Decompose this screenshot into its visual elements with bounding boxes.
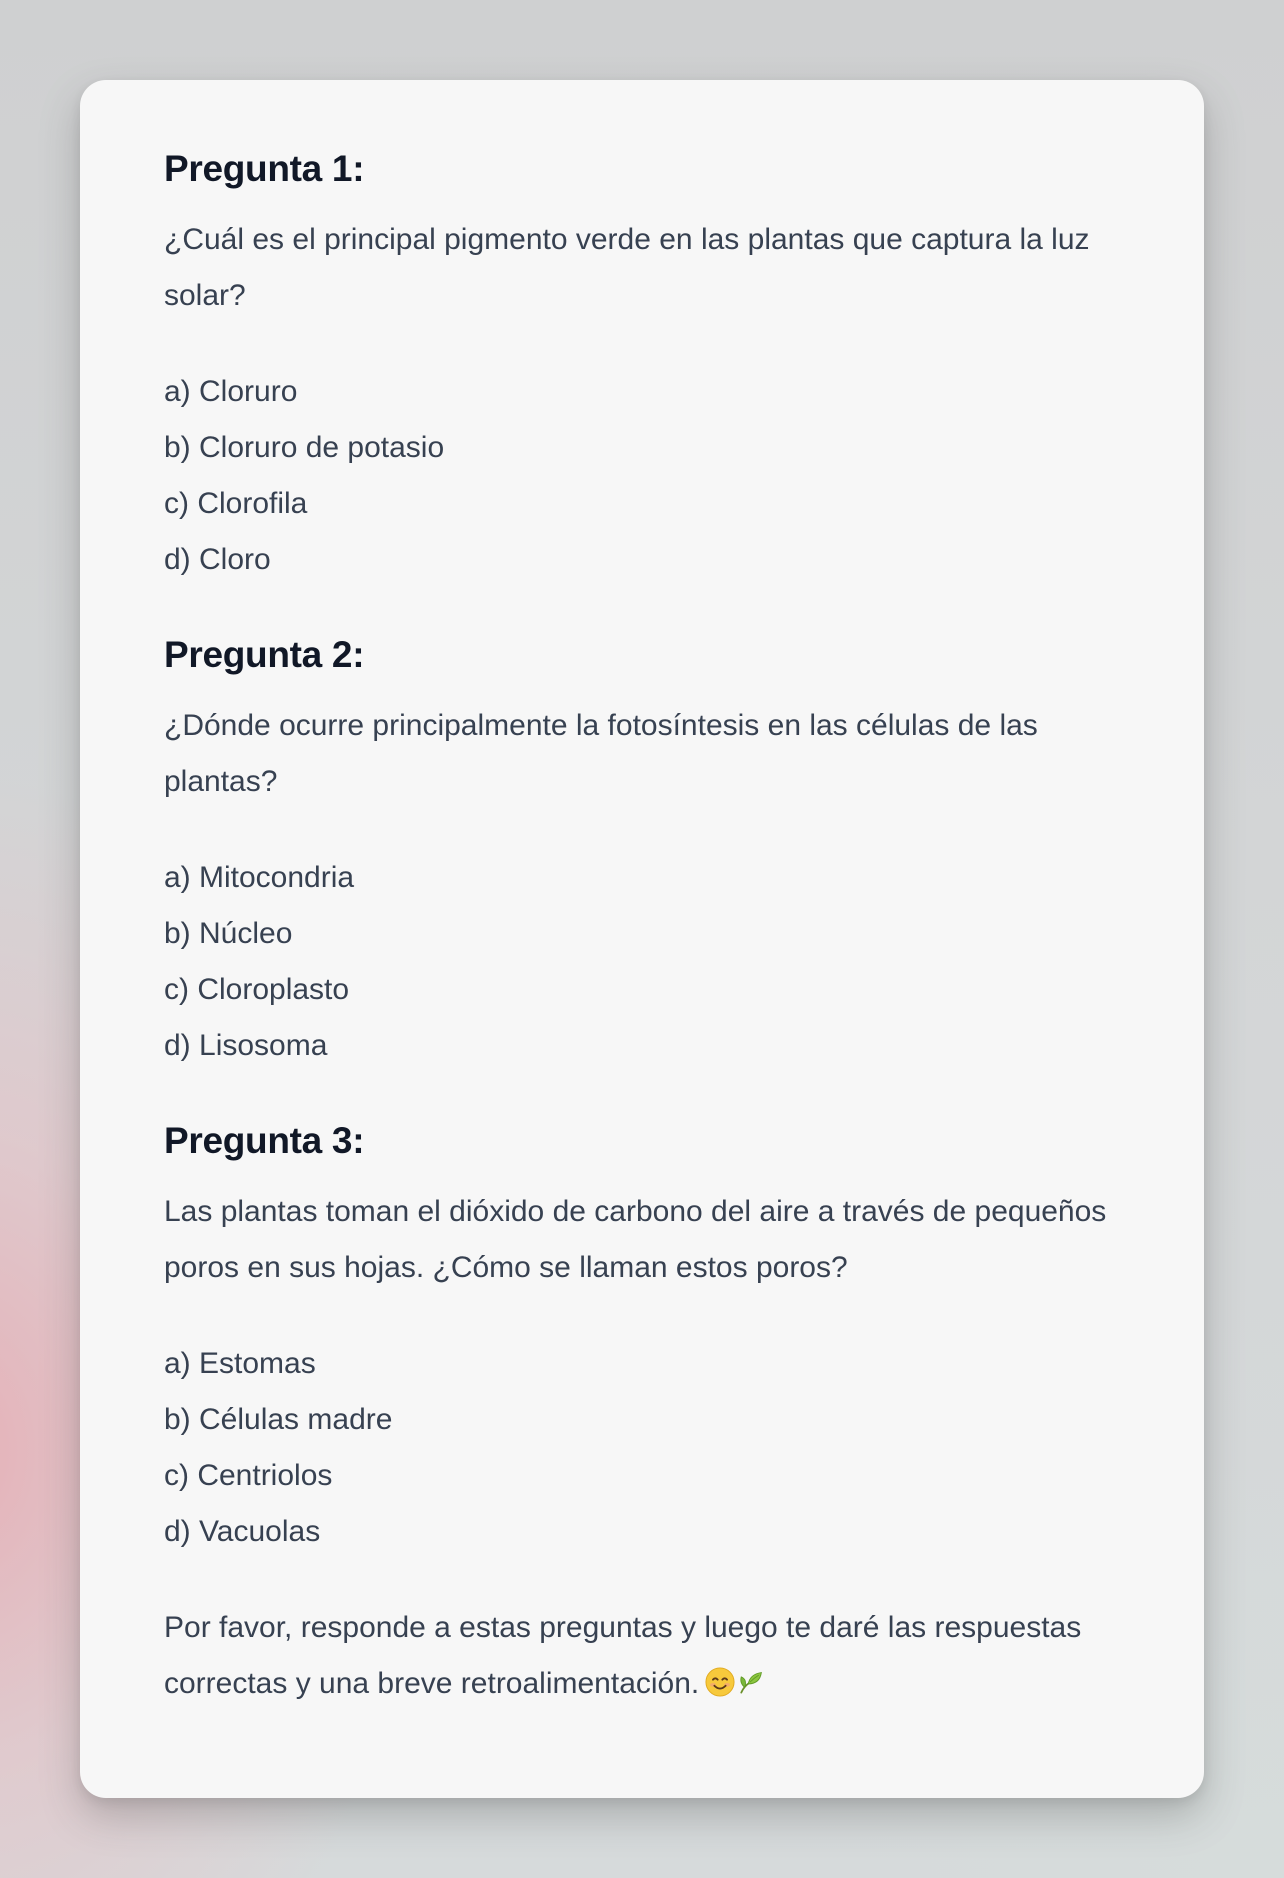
option-a: a) Estomas: [164, 1347, 316, 1380]
question-text: ¿Cuál es el principal pigmento verde en las plantas que captura la luz solar?: [164, 223, 1090, 312]
option-c: c) Cloroplasto: [164, 973, 350, 1006]
question-3: [164, 1118, 1120, 1560]
question-text: Las plantas toman el dióxido de carbono del aire a través de pequeños poros en sus hojas. ¿Cómo se llaman estos poros?: [164, 1195, 1107, 1284]
herb-leaf-emoji-icon: [736, 1669, 764, 1697]
question-1: [164, 146, 1120, 588]
option-b: b) Células madre: [164, 1403, 393, 1436]
answer-options: [164, 364, 1120, 588]
question-2: [164, 632, 1120, 1074]
message-card: [80, 80, 1204, 1798]
question-title: Pregunta 1:: [164, 148, 365, 189]
option-d: d) Lisosoma: [164, 1029, 328, 1062]
answer-options: [164, 1336, 1120, 1560]
question-title: Pregunta 3:: [164, 1120, 365, 1161]
smiling-face-emoji-icon: [705, 1667, 735, 1697]
option-d: d) Cloro: [164, 543, 271, 576]
option-c: c) Centriolos: [164, 1459, 333, 1492]
question-text: ¿Dónde ocurre principalmente la fotosíntesis en las células de las plantas?: [164, 709, 1038, 798]
option-a: a) Mitocondria: [164, 861, 355, 894]
option-b: b) Cloruro de potasio: [164, 431, 445, 464]
option-c: c) Clorofila: [164, 487, 308, 520]
question-title: Pregunta 2:: [164, 634, 365, 675]
closing-message: [164, 1600, 1120, 1712]
answer-options: [164, 850, 1120, 1074]
option-b: b) Núcleo: [164, 917, 293, 950]
option-a: a) Cloruro: [164, 375, 298, 408]
option-d: d) Vacuolas: [164, 1515, 321, 1548]
closing-text: Por favor, responde a estas preguntas y luego te daré las respuestas correctas y una breve retroalimentación.: [164, 1611, 1082, 1700]
